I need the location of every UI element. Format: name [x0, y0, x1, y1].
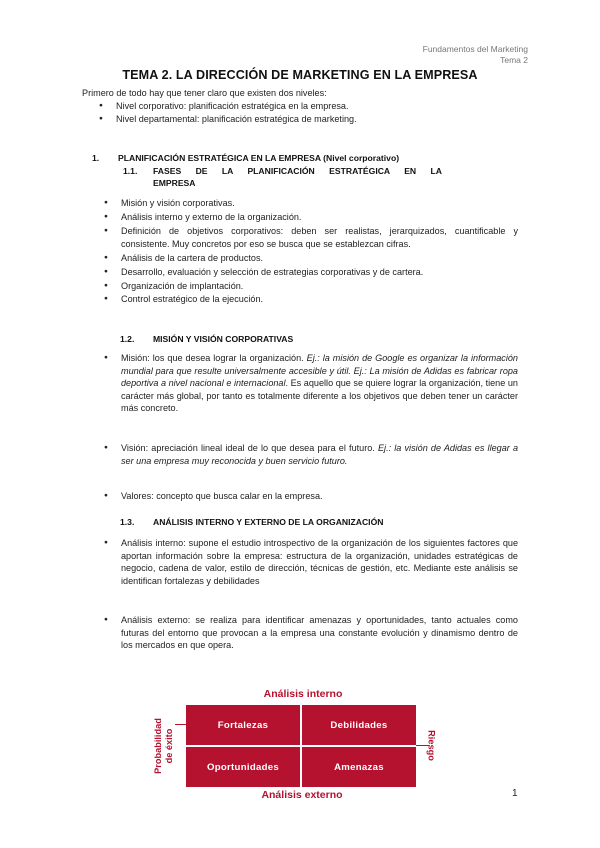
matrix-cell-amenazas: Amenazas — [302, 747, 416, 787]
phase-item: ● Control estratégico de la ejecución. — [121, 293, 521, 306]
mision-lead: Misión: los que desea lograr la organización. — [121, 353, 307, 363]
subsection-title: ANÁLISIS INTERNO Y EXTERNO DE LA ORGANIZACIÓN — [153, 517, 384, 527]
header-course: Fundamentos del Marketing — [422, 44, 528, 54]
mision-item — [121, 352, 518, 415]
vision-example: Ej.: la visión de Adidas es llegar a ser una empresa muy reconocida y buen servicio futuro. — [121, 443, 519, 466]
subsection-number: 1.3. — [120, 517, 135, 527]
phase-item: ● Misión y visión corporativas. — [121, 197, 521, 210]
matrix-left-label: Probabilidad de éxito — [153, 718, 174, 774]
level-item: ● Nivel corporativo: planificación estratégica en la empresa. — [116, 100, 516, 113]
subsection-number: 1.2. — [120, 334, 135, 344]
page-number: 1 — [512, 788, 518, 799]
phase-item: ● Análisis interno y externo de la organización. — [121, 211, 521, 224]
vision-lead: Visión: apreciación lineal ideal de lo que desea para el futuro. — [121, 443, 378, 453]
analisis-externo-item: ● Análisis externo: se realiza para identificar amenazas y oportunidades, tanto actuales como futuras del entorno que provocan a la empresa una constante evolución y dinamismo dentro de los mercados en que opera. — [121, 614, 518, 652]
mision-rest: . Es aquello que se quiere lograr la organización, tiene un carácter más global, por tanto es totalmente diferente a los objetivos que deben tener un carácter más concreto. — [121, 378, 518, 414]
phase-item: ● Análisis de la cartera de productos. — [121, 252, 521, 265]
intro-text: Primero de todo hay que tener claro que existen dos niveles: — [82, 88, 327, 98]
subsection-number: 1.1. — [123, 166, 138, 176]
vision-item — [121, 442, 518, 467]
matrix-cell-fortalezas: Fortalezas — [186, 705, 300, 745]
valores-item: ● Valores: concepto que busca calar en la empresa. — [121, 490, 521, 503]
header-topic: Tema 2 — [500, 55, 528, 65]
phase-item: ● Desarrollo, evaluación y selección de estrategias corporativas y de cartera. — [121, 266, 521, 279]
matrix-right-label: Riesgo — [426, 730, 437, 761]
subsection-title: MISIÓN Y VISIÓN CORPORATIVAS — [153, 334, 294, 344]
mision-example: Ej.: la misión de Google es organizar la información mundial para que resulte universalmente accesible y útil. Ej.: La misión de Adidas es fabricar ropa deportiva a nivel nacional e internacional — [121, 353, 518, 389]
phase-item: ● Definición de objetivos corporativos: deben ser realistas, jerarquizados, cuantificable y consistente. Muy concretos por eso se busca que se establezcan cifras. — [121, 225, 518, 250]
phase-item: ● Organización de implantación. — [121, 280, 521, 293]
matrix-cell-oportunidades: Oportunidades — [186, 747, 300, 787]
analisis-interno-item: ● Análisis interno: supone el estudio introspectivo de la organización de los siguientes factores que aportan información sobre la empresa: estructura de la organización, unidades estratégicas de negocio, cadena de valor, estilo de dirección, técnicas de gestión, etc. Mediante este análisis se identifican fortalezas y debilidades — [121, 537, 518, 587]
matrix-cell-debilidades: Debilidades — [302, 705, 416, 745]
subsection-title-cont: EMPRESA — [153, 178, 196, 188]
page-title: TEMA 2. LA DIRECCIÓN DE MARKETING EN LA EMPRESA — [122, 68, 478, 82]
section-number: 1. — [92, 153, 100, 163]
level-item: ● Nivel departamental: planificación estratégica de marketing. — [116, 113, 516, 126]
subsection-title: FASES DE LA PLANIFICACIÓN ESTRATÉGICA EN LA — [153, 166, 442, 176]
matrix-top-label: Análisis interno — [263, 688, 343, 700]
section-title: PLANIFICACIÓN ESTRATÉGICA EN LA EMPRESA (Nivel corporativo) — [118, 153, 400, 163]
matrix-bottom-label: Análisis externo — [261, 789, 343, 801]
